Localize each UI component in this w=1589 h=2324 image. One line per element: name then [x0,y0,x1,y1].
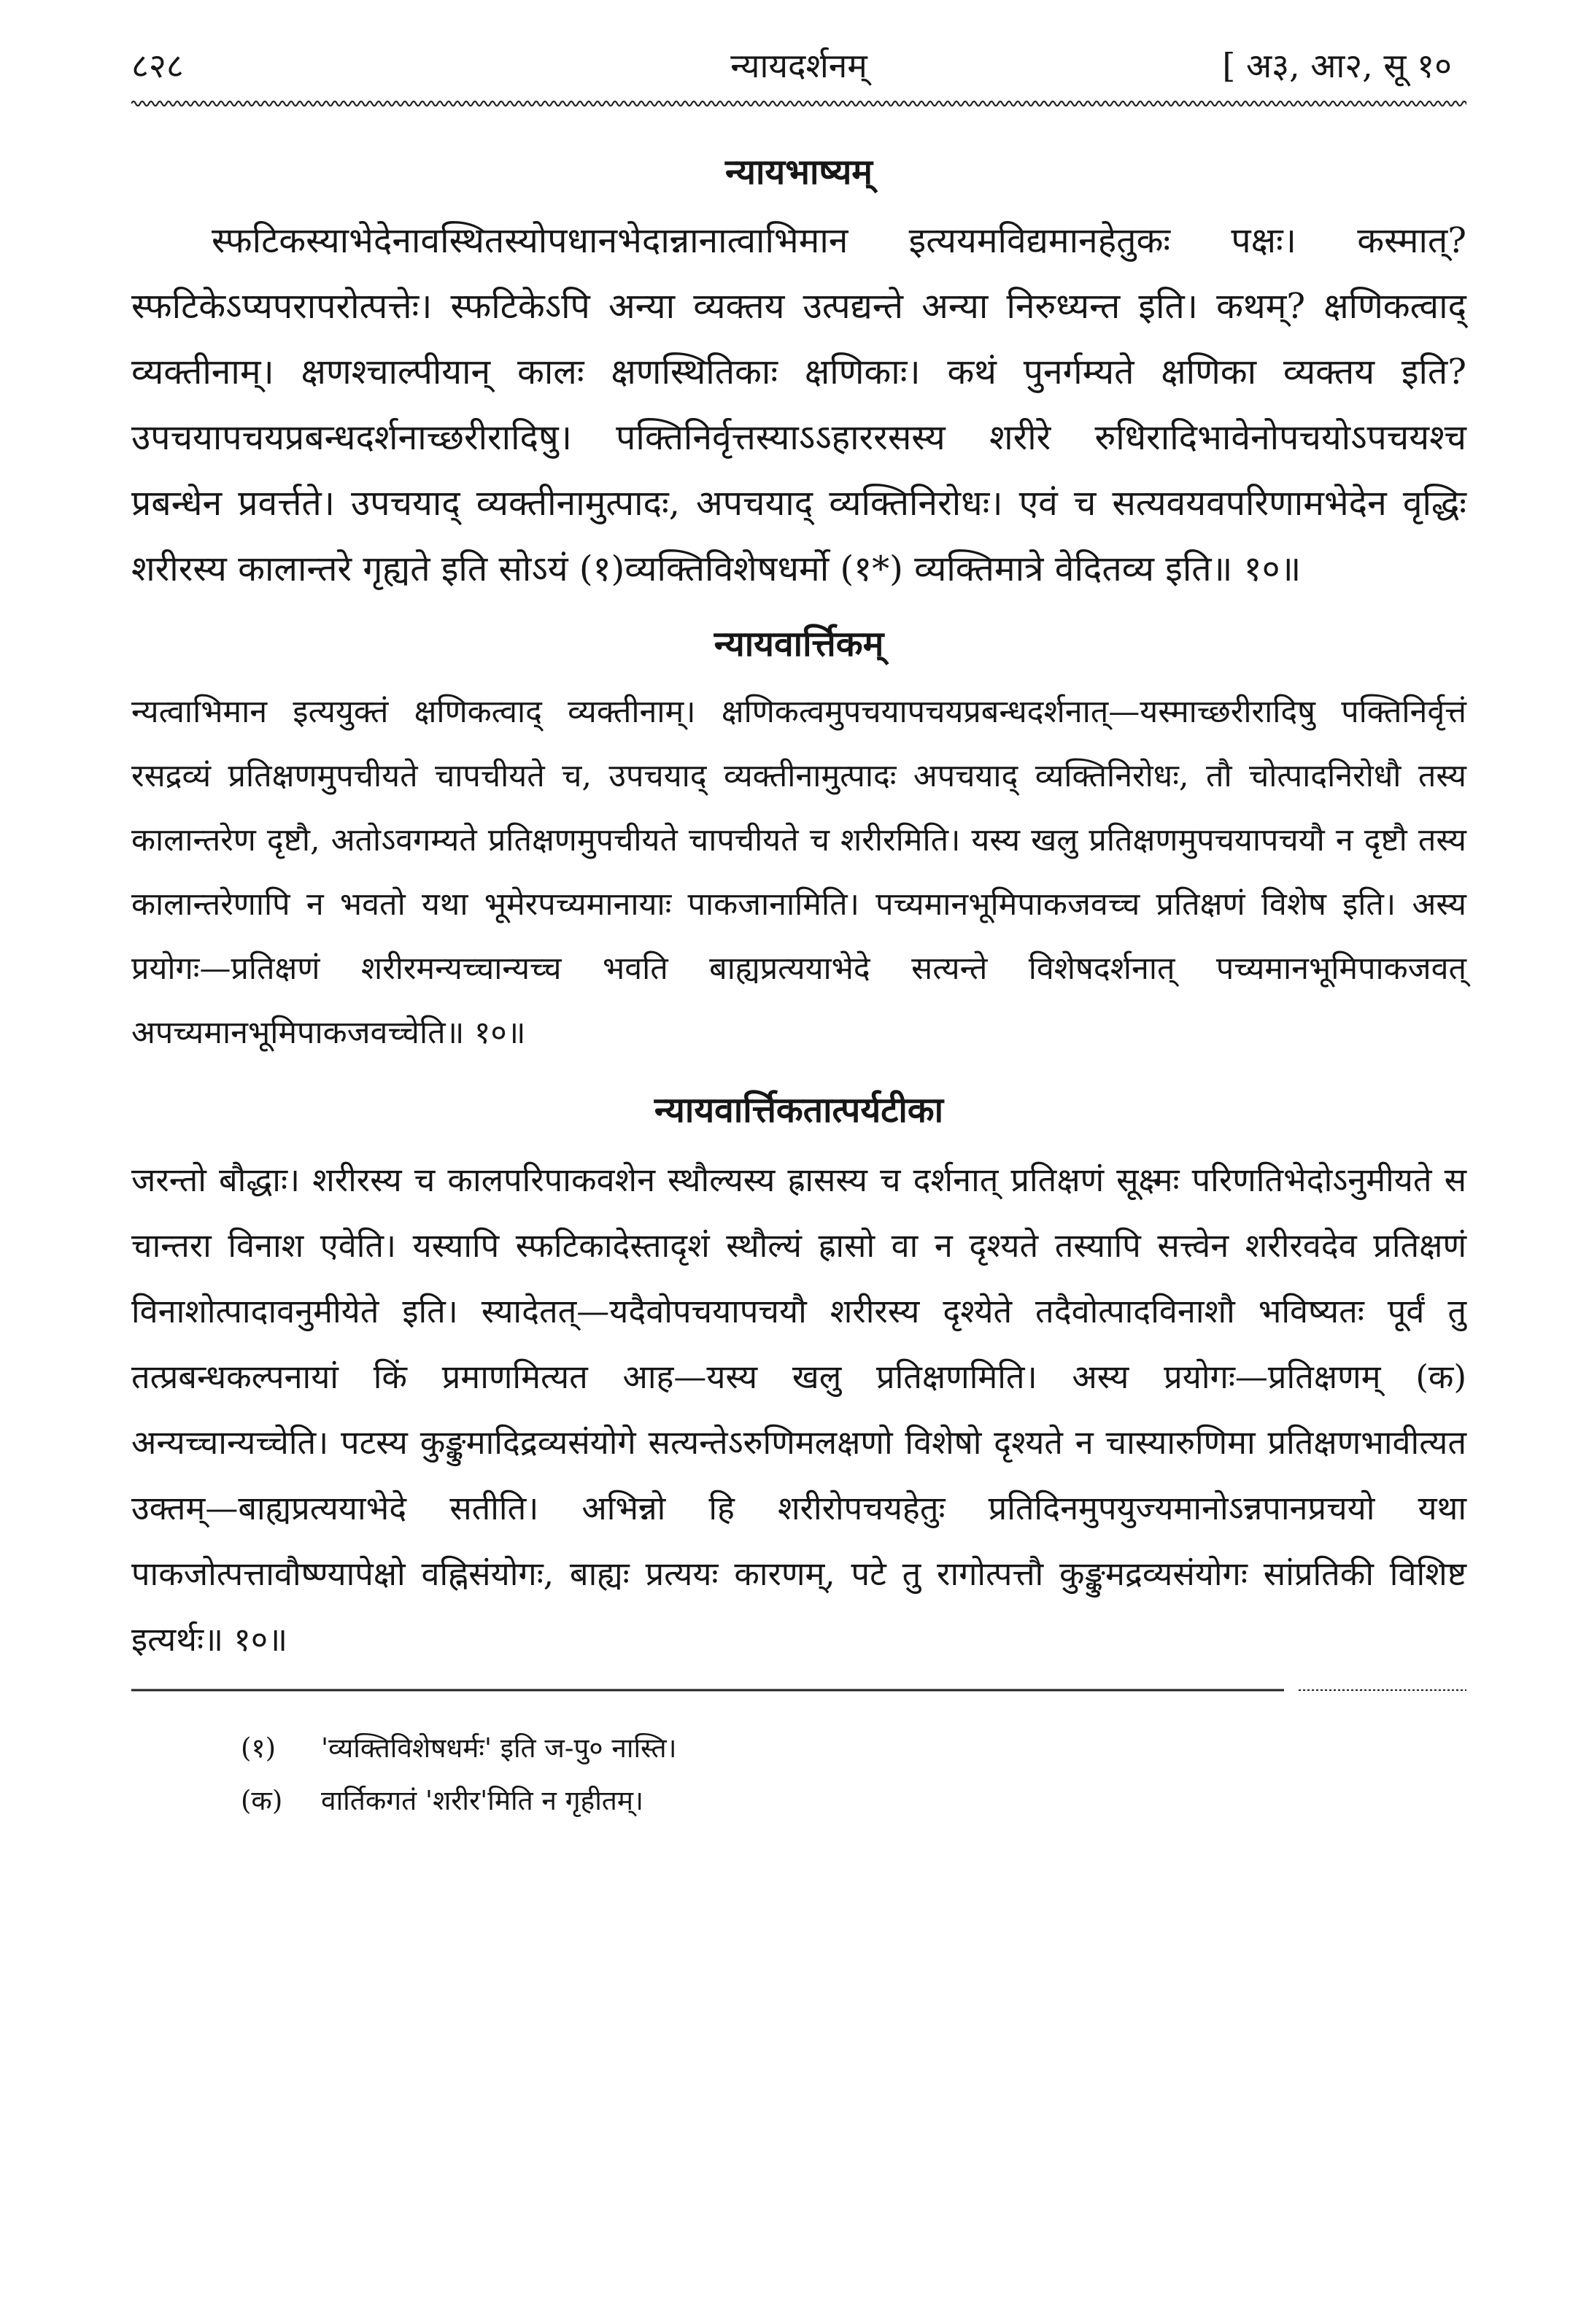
footnotes [131,1722,1466,1827]
vartika-heading: न्यायवार्त्तिकम् [714,624,884,665]
bhashya-text: स्फटिकस्याभेदेनावस्थितस्योपधानभेदान्नानात्वाभिमान इत्ययमविद्यमानहेतुकः पक्षः। कस्मात्? स्फटिकेऽप्यपरापरोत्पत्तेः। स्फटिकेऽपि अन्या व्यक्तय उत्पद्यन्ते अन्या निरुध्यन्त इति। कथम्? क्षणिकत्वाद् व्यक्तीनाम्। क्षणश्चाल्पीयान् कालः क्षणस्थितिकाः क्षणिकाः। कथं पुनर्गम्यते क्षणिका व्यक्तय इति? उपचयापचयप्रबन्धदर्शनाच्छरीरादिषु। पक्तिनिर्वृत्तस्याऽऽहाररसस्य शरीरे रुधिरादिभावेनोपचयोऽपचयश्च प्रबन्धेन प्रवर्त्तते। उपचयाद् व्यक्तीनामुत्पादः, अपचयाद् व्यक्तिनिरोधः। एवं च सत्यवयवपरिणामभेदेन वृद्धिः शरीरस्य कालान्तरे गृह्यते इति सोऽयं (१)व्यक्तिविशेषधर्मो (१*) व्यक्तिमात्रे वेदितव्य इति॥ १०॥ [131,220,1466,589]
tika-text: जरन्तो बौद्धाः। शरीरस्य च कालपरिपाकवशेन स्थौल्यस्य ह्रासस्य च दर्शनात् प्रतिक्षणं सूक्ष्मः परिणतिभेदोऽनुमीयते स चान्तरा विनाश एवेति। यस्यापि स्फटिकादेस्तादृशं स्थौल्यं ह्रासो वा न दृश्यते तस्यापि सत्त्वेन शरीरवदेव प्रतिक्षणं विनाशोत्पादावनुमीयेते इति। स्यादेतत्—यदैवोपचयापचयौ शरीरस्य दृश्येते तदैवोत्पादविनाशौ भविष्यतः पूर्वं तु तत्प्रबन्धकल्पनायां किं प्रमाणमित्यत आह—यस्य खलु प्रतिक्षणमिति। अस्य प्रयोगः—प्रतिक्षणम् (क) अन्यच्चान्यच्चेति। पटस्य कुङ्कुमादिद्रव्यसंयोगे सत्यन्तेऽरुणिमलक्षणो विशेषो दृश्यते न चास्यारुणिमा प्रतिक्षणभावीत्यत उक्तम्—बाह्यप्रत्ययाभेदे सतीति। अभिन्नो हि शरीरोपचयहेतुः प्रतिदिनमुपयुज्यमानोऽन्नपानप्रचयो यथा पाकजोत्पत्तावौष्ण्यापेक्षो वह्निसंयोगः, बाह्यः प्रत्ययः कारणम्, पटे तु रागोत्पत्तौ कुङ्कुमद्रव्यसंयोगः सांप्रतिकी विशिष्ट इत्यर्थः॥ १०॥ [131,1161,1466,1659]
running-header [131,29,1466,95]
footnote [241,1775,1466,1827]
section-reference: [ अ३, आ२, सू १० [1222,46,1452,85]
document-page [131,29,1466,1827]
vartika-text: न्यत्वाभिमान इत्ययुक्तं क्षणिकत्वाद् व्यक्तीनाम्। क्षणिकत्वमुपचयापचयप्रबन्धदर्शनात्—यस्माच्छरीरादिषु पक्तिनिर्वृत्तं रसद्रव्यं प्रतिक्षणमुपचीयते चापचीयते च, उपचयाद् व्यक्तीनामुत्पादः अपचयाद् व्यक्तिनिरोधः, तौ चोत्पादनिरोधौ तस्य कालान्तरेण दृष्टौ, अतोऽवगम्यते प्रतिक्षणमुपचीयते चापचीयते च शरीरमिति। यस्य खलु प्रतिक्षणमुपचयापचयौ न दृष्टौ तस्य कालान्तरेणापि न भवतो यथा भूमेरपच्यमानायाः पाकजानामिति। पच्यमानभूमिपाकजवच्च प्रतिक्षणं विशेष इति। अस्य प्रयोगः—प्रतिक्षणं शरीरमन्यच्चान्यच्च भवति बाह्यप्रत्ययाभेदे सत्यन्ते विशेषदर्शनात् पच्यमानभूमिपाकजवत् अपच्यमानभूमिपाकजवच्चेति॥ १०॥ [131,694,1466,1051]
running-title: न्यायदर्शनम् [730,46,867,85]
footnote-marker: (१) [241,1732,277,1764]
footnote-text: 'व्यक्तिविशेषधर्मः' इति ज-पु० नास्ति। [321,1732,677,1764]
tika-heading: न्यायवार्त्तिकतात्पर्यटीका [654,1090,944,1131]
wavy-header-rule [131,98,1466,109]
bhashya-heading: न्यायभाष्यम् [724,152,873,193]
footnote-rule [131,1687,1466,1693]
footnote [241,1722,1466,1775]
footnote-text: वार्तिकगतं 'शरीर'मिति न गृहीतम्। [321,1785,644,1816]
footnote-marker: (क) [241,1785,283,1816]
page-number: ८२८ [131,46,184,85]
